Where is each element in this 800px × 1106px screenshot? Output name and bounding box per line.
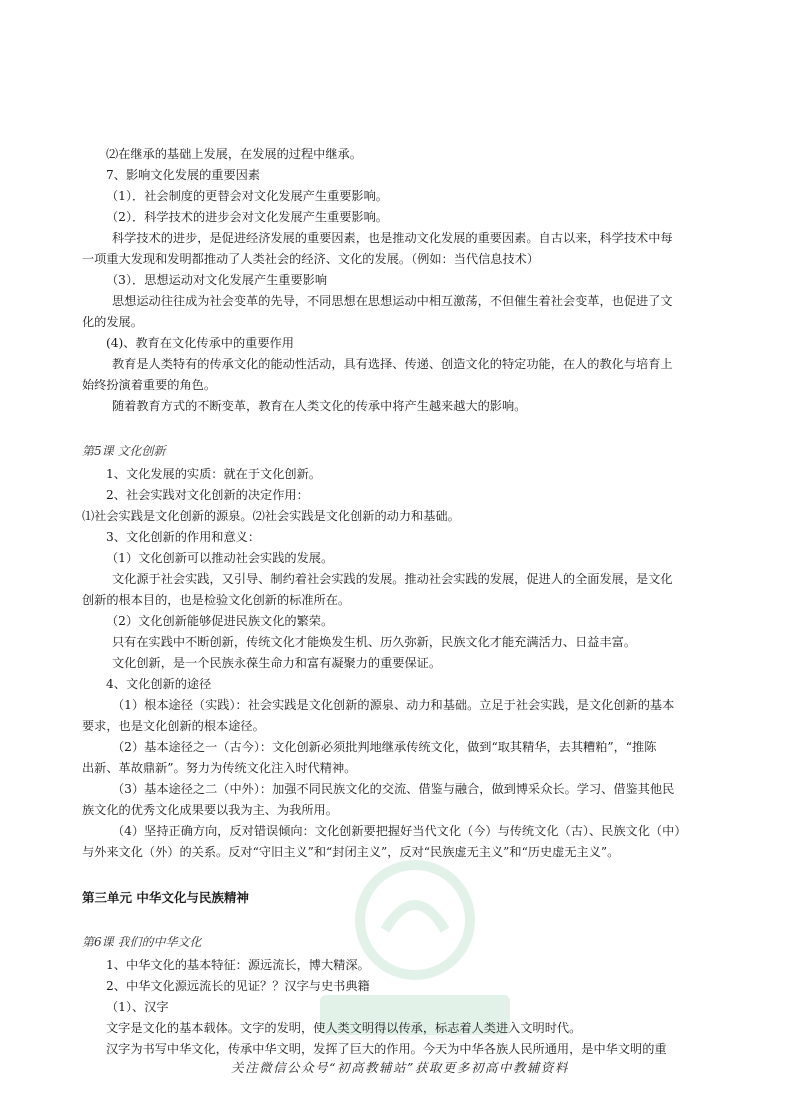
text-line: （2）基本途径之一（古今）：文化创新必须批判地继承传统文化，做到“取其精华，去其糟粕”，“推陈 [112, 740, 657, 754]
text-line: （1）文化创新可以推动社会实践的发展。 [106, 551, 334, 565]
text-line: （2）．科学技术的进步会对文化发展产生重要影响。 [106, 210, 388, 224]
text-line: 创新的根本目的，也是检验文化创新的标准所在。 [82, 593, 351, 607]
text-line: 思想运动往往成为社会变革的先导，不同思想在思想运动中相互激荡，不但催生着社会变革，也促进了文 [112, 294, 673, 308]
text-line: 3、文化创新的作用和意义： [106, 530, 261, 544]
text-line: 7、影响文化发展的重要因素 [106, 168, 261, 182]
text-line: 化的发展。 [82, 315, 143, 329]
unit-title: 第三单元 中华文化与民族精神 [82, 890, 249, 905]
text-line: 与外来文化（外）的关系。反对“守旧主义”和“封闭主义”，反对“民族虚无主义”和“历史虚无主义”。 [82, 845, 620, 859]
text-line: （3）基本途径之二（中外）：加强不同民族文化的交流、借鉴与融合，做到博采众长。学习、借鉴其他民 [112, 782, 675, 796]
text-line: （1）、汉字 [106, 1000, 169, 1014]
text-line: 文化源于社会实践，又引导、制约着社会实践的发展。推动社会实践的发展，促进人的全面发展，是文化 [112, 572, 673, 586]
page-footer: 关注微信公众号“初高教辅站”获取更多初高中教辅资料 [231, 1060, 569, 1075]
section-title: 第5课 文化创新 [82, 444, 166, 458]
text-line: (4)、教育在文化传承中的重要作用 [106, 336, 294, 350]
text-line: 随着教育方式的不断变革，教育在人类文化的传承中将产生越来越大的影响。 [112, 399, 527, 413]
text-line: （1）根本途径（实践）：社会实践是文化创新的源泉、动力和基础。立足于社会实践，是文化创新的基本 [112, 698, 675, 712]
text-line: 2、中华文化源远流长的见证？？汉字与史书典籍 [106, 979, 370, 993]
text-line: 文化创新，是一个民族永葆生命力和富有凝聚力的重要保证。 [112, 656, 442, 670]
text-line: （4）坚持正确方向，反对错误倾向：文化创新要把握好当代文化（今）与传统文化（古）、民族文化（中） [112, 824, 687, 838]
text-line: 一项重大发现和发明都推动了人类社会的经济、文化的发展。（例如：当代信息技术） [82, 252, 540, 266]
text-line: 族文化的优秀文化成果要以我为主、为我所用。 [82, 803, 338, 817]
text-line: 出新、革故鼎新”。努力为传统文化注入时代精神。 [82, 761, 357, 775]
text-line: 1、文化发展的实质：就在于文化创新。 [106, 467, 321, 481]
text-line: 汉字为书写中华文化，传承中华文明，发挥了巨大的作用。今天为中华各族人民所通用，是中华文明的重 [106, 1042, 667, 1056]
text-line: 1、中华文化的基本特征：源远流长，博大精深。 [106, 958, 370, 972]
text-line: （1）．社会制度的更替会对文化发展产生重要影响。 [106, 189, 388, 203]
section-title: 第6课 我们的中华文化 [82, 935, 202, 949]
text-line: ⑵在继承的基础上发展，在发展的过程中继承。 [106, 147, 362, 161]
text-line: 始终扮演着重要的角色。 [82, 378, 217, 392]
text-line: 4、文化创新的途径 [106, 677, 212, 691]
text-line: 科学技术的进步，是促进经济发展的重要因素，也是推动文化发展的重要因素。自古以来，科学技术中每 [112, 231, 673, 245]
text-line: 只有在实践中不断创新，传统文化才能焕发生机、历久弥新，民族文化才能充满活力、日益丰富。 [112, 635, 637, 649]
text-line: 要求，也是文化创新的根本途径。 [82, 719, 265, 733]
text-line: ⑴社会实践是文化创新的源泉。⑵社会实践是文化创新的动力和基础。 [82, 509, 460, 523]
document-body [82, 144, 732, 1060]
text-line: （2）文化创新能够促进民族文化的繁荣。 [106, 614, 334, 628]
text-line: （3）．思想运动对文化发展产生重要影响 [106, 273, 328, 287]
text-line: 2、社会实践对文化创新的决定作用： [106, 488, 309, 502]
text-line: 教育是人类特有的传承文化的能动性活动，具有选择、传递、创造文化的特定功能，在人的教化与培育上 [112, 357, 673, 371]
text-line: 文字是文化的基本载体。文字的发明，使人类文明得以传承，标志着人类进入文明时代。 [106, 1021, 582, 1035]
